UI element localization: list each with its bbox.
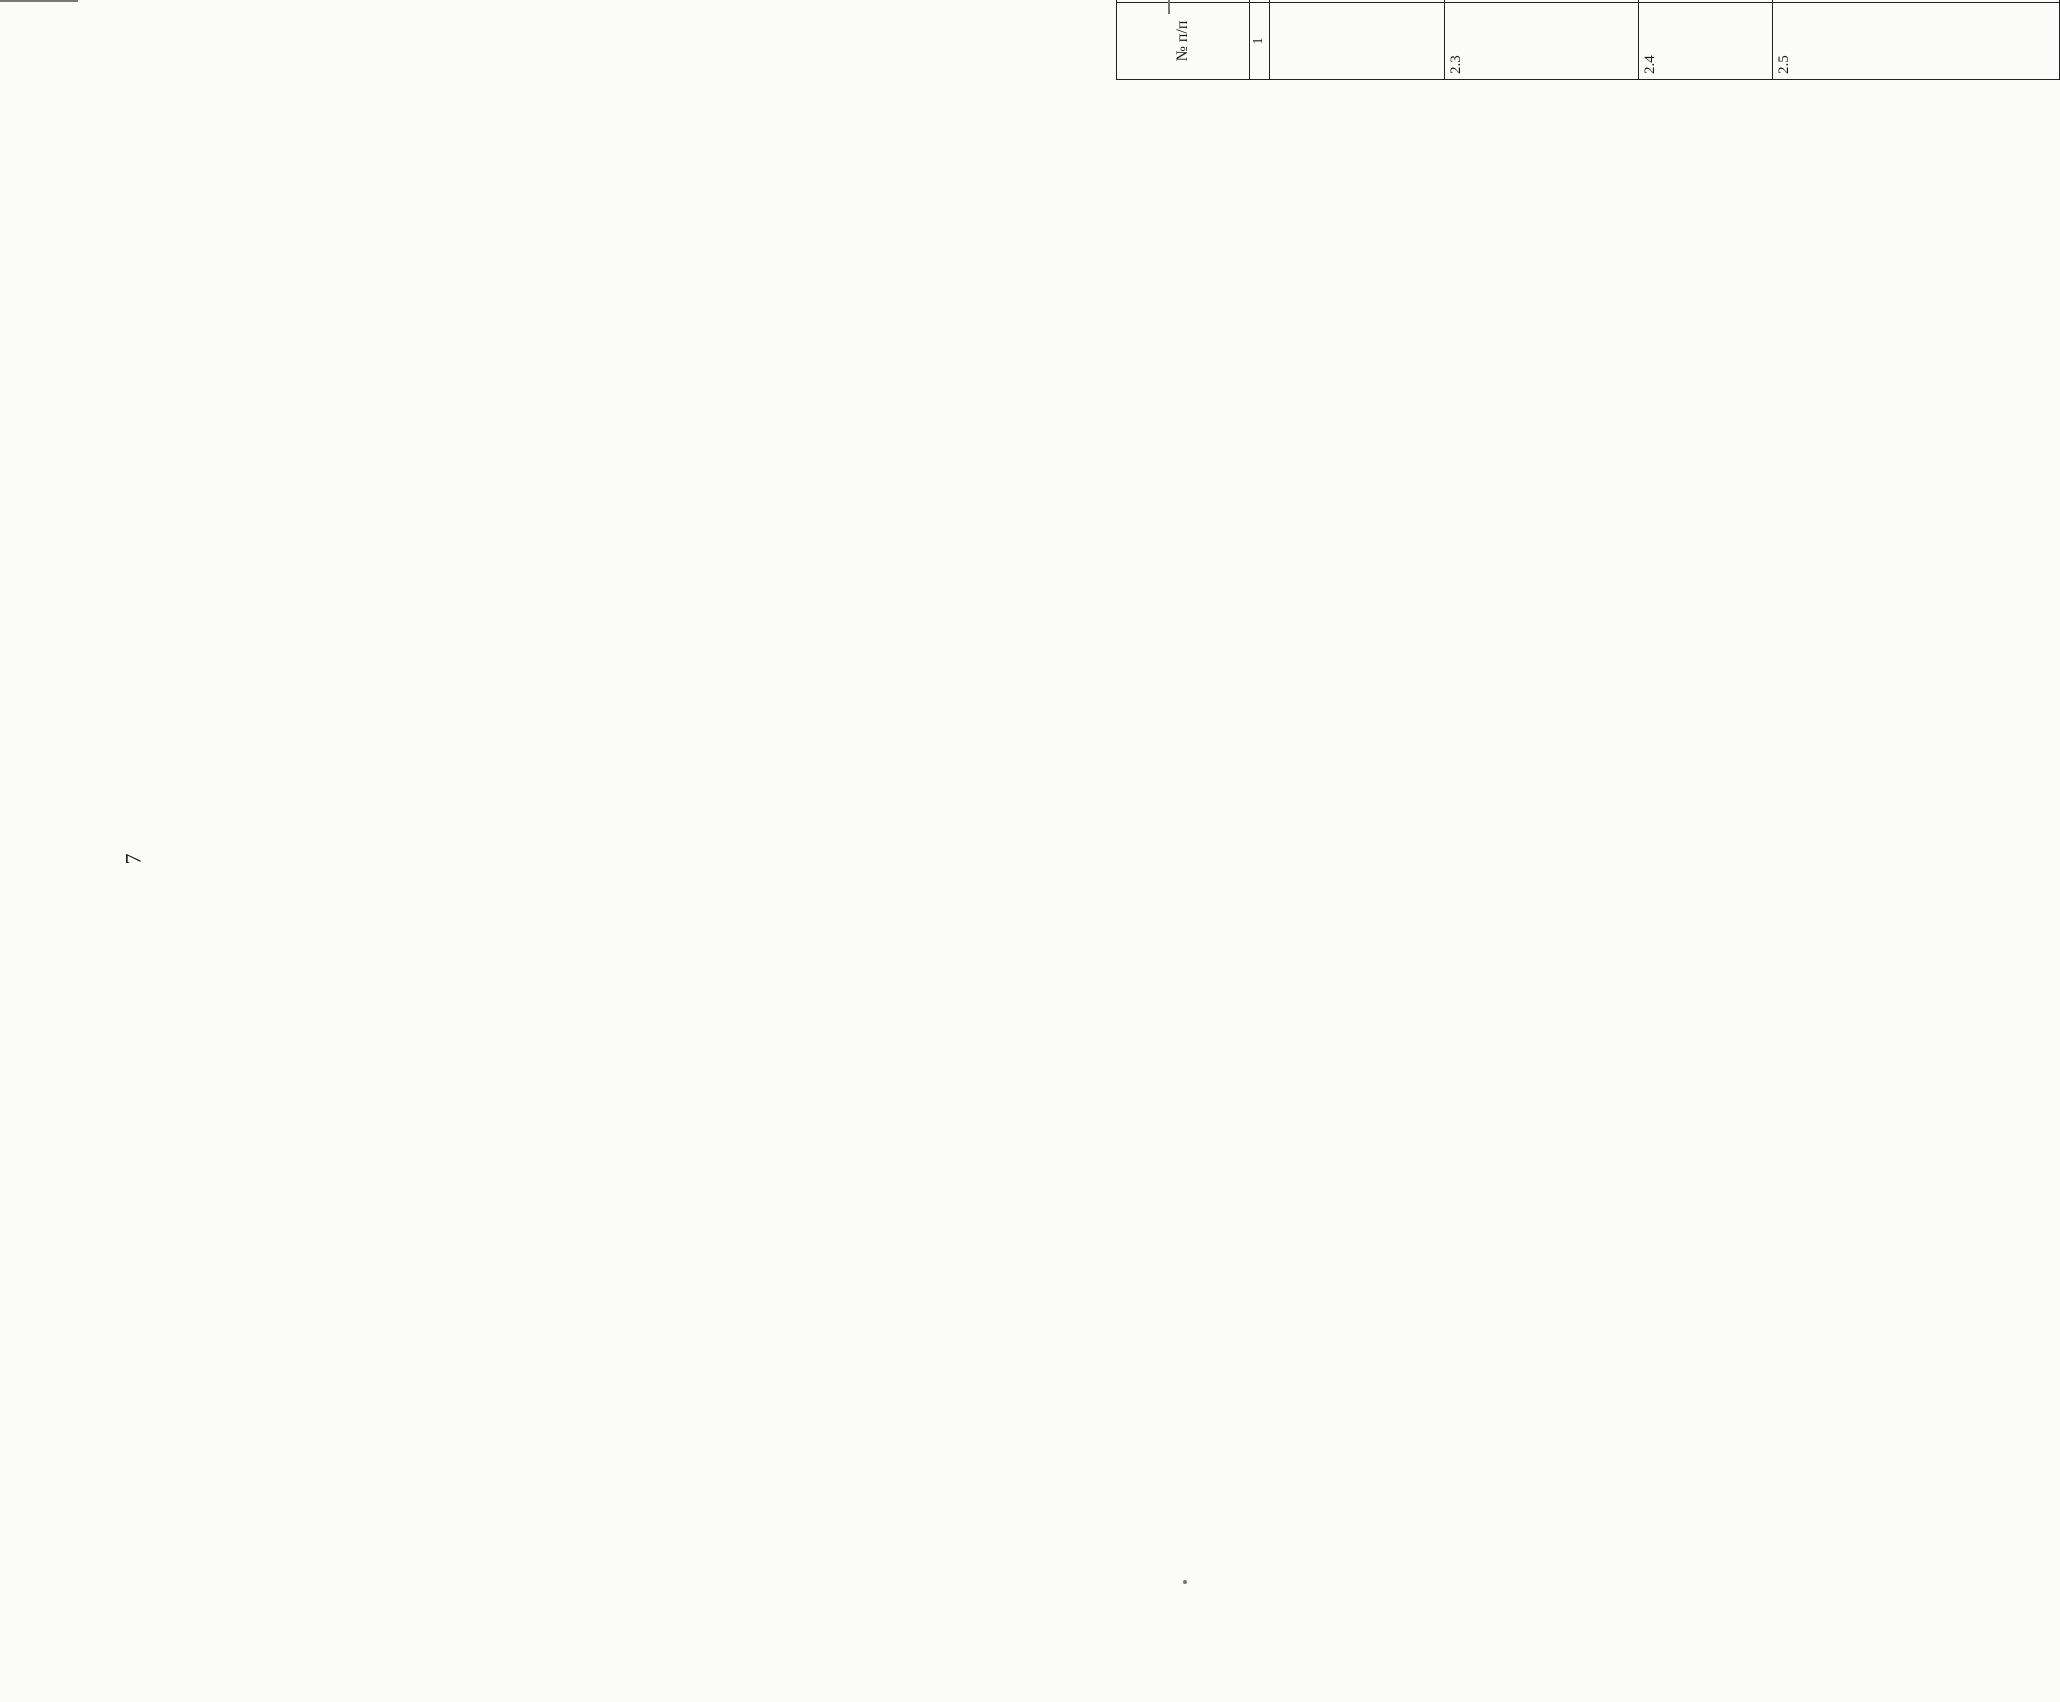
header-col-1: № п/п	[1117, 3, 1250, 80]
scan-edge-mark	[1168, 0, 1170, 14]
tax-name	[1270, 0, 1445, 3]
rotated-table-wrapper	[1116, 0, 2048, 80]
table-row	[1445, 0, 1639, 80]
scan-edge-mark	[0, 0, 78, 2]
header-col-2	[1117, 0, 1250, 3]
row-id: 2.5	[1773, 3, 2060, 80]
row-id	[1270, 3, 1445, 80]
tax-name	[1445, 0, 1639, 3]
table-row	[1639, 0, 1773, 80]
scan-dust-mark	[1183, 1580, 1187, 1584]
row-id: 2.3	[1445, 3, 1639, 80]
column-number	[1250, 0, 1270, 3]
table-row	[1270, 0, 1445, 80]
tax-name	[1639, 0, 1773, 3]
row-id: 2.4	[1639, 3, 1773, 80]
page-number: 7	[120, 853, 146, 865]
column-number-row	[1250, 0, 1270, 80]
header-row	[1117, 0, 1250, 80]
column-number: 1	[1250, 3, 1270, 80]
table-row	[1773, 0, 2060, 80]
tax-name	[1773, 0, 2060, 3]
tax-expenditure-table	[1116, 0, 2060, 80]
